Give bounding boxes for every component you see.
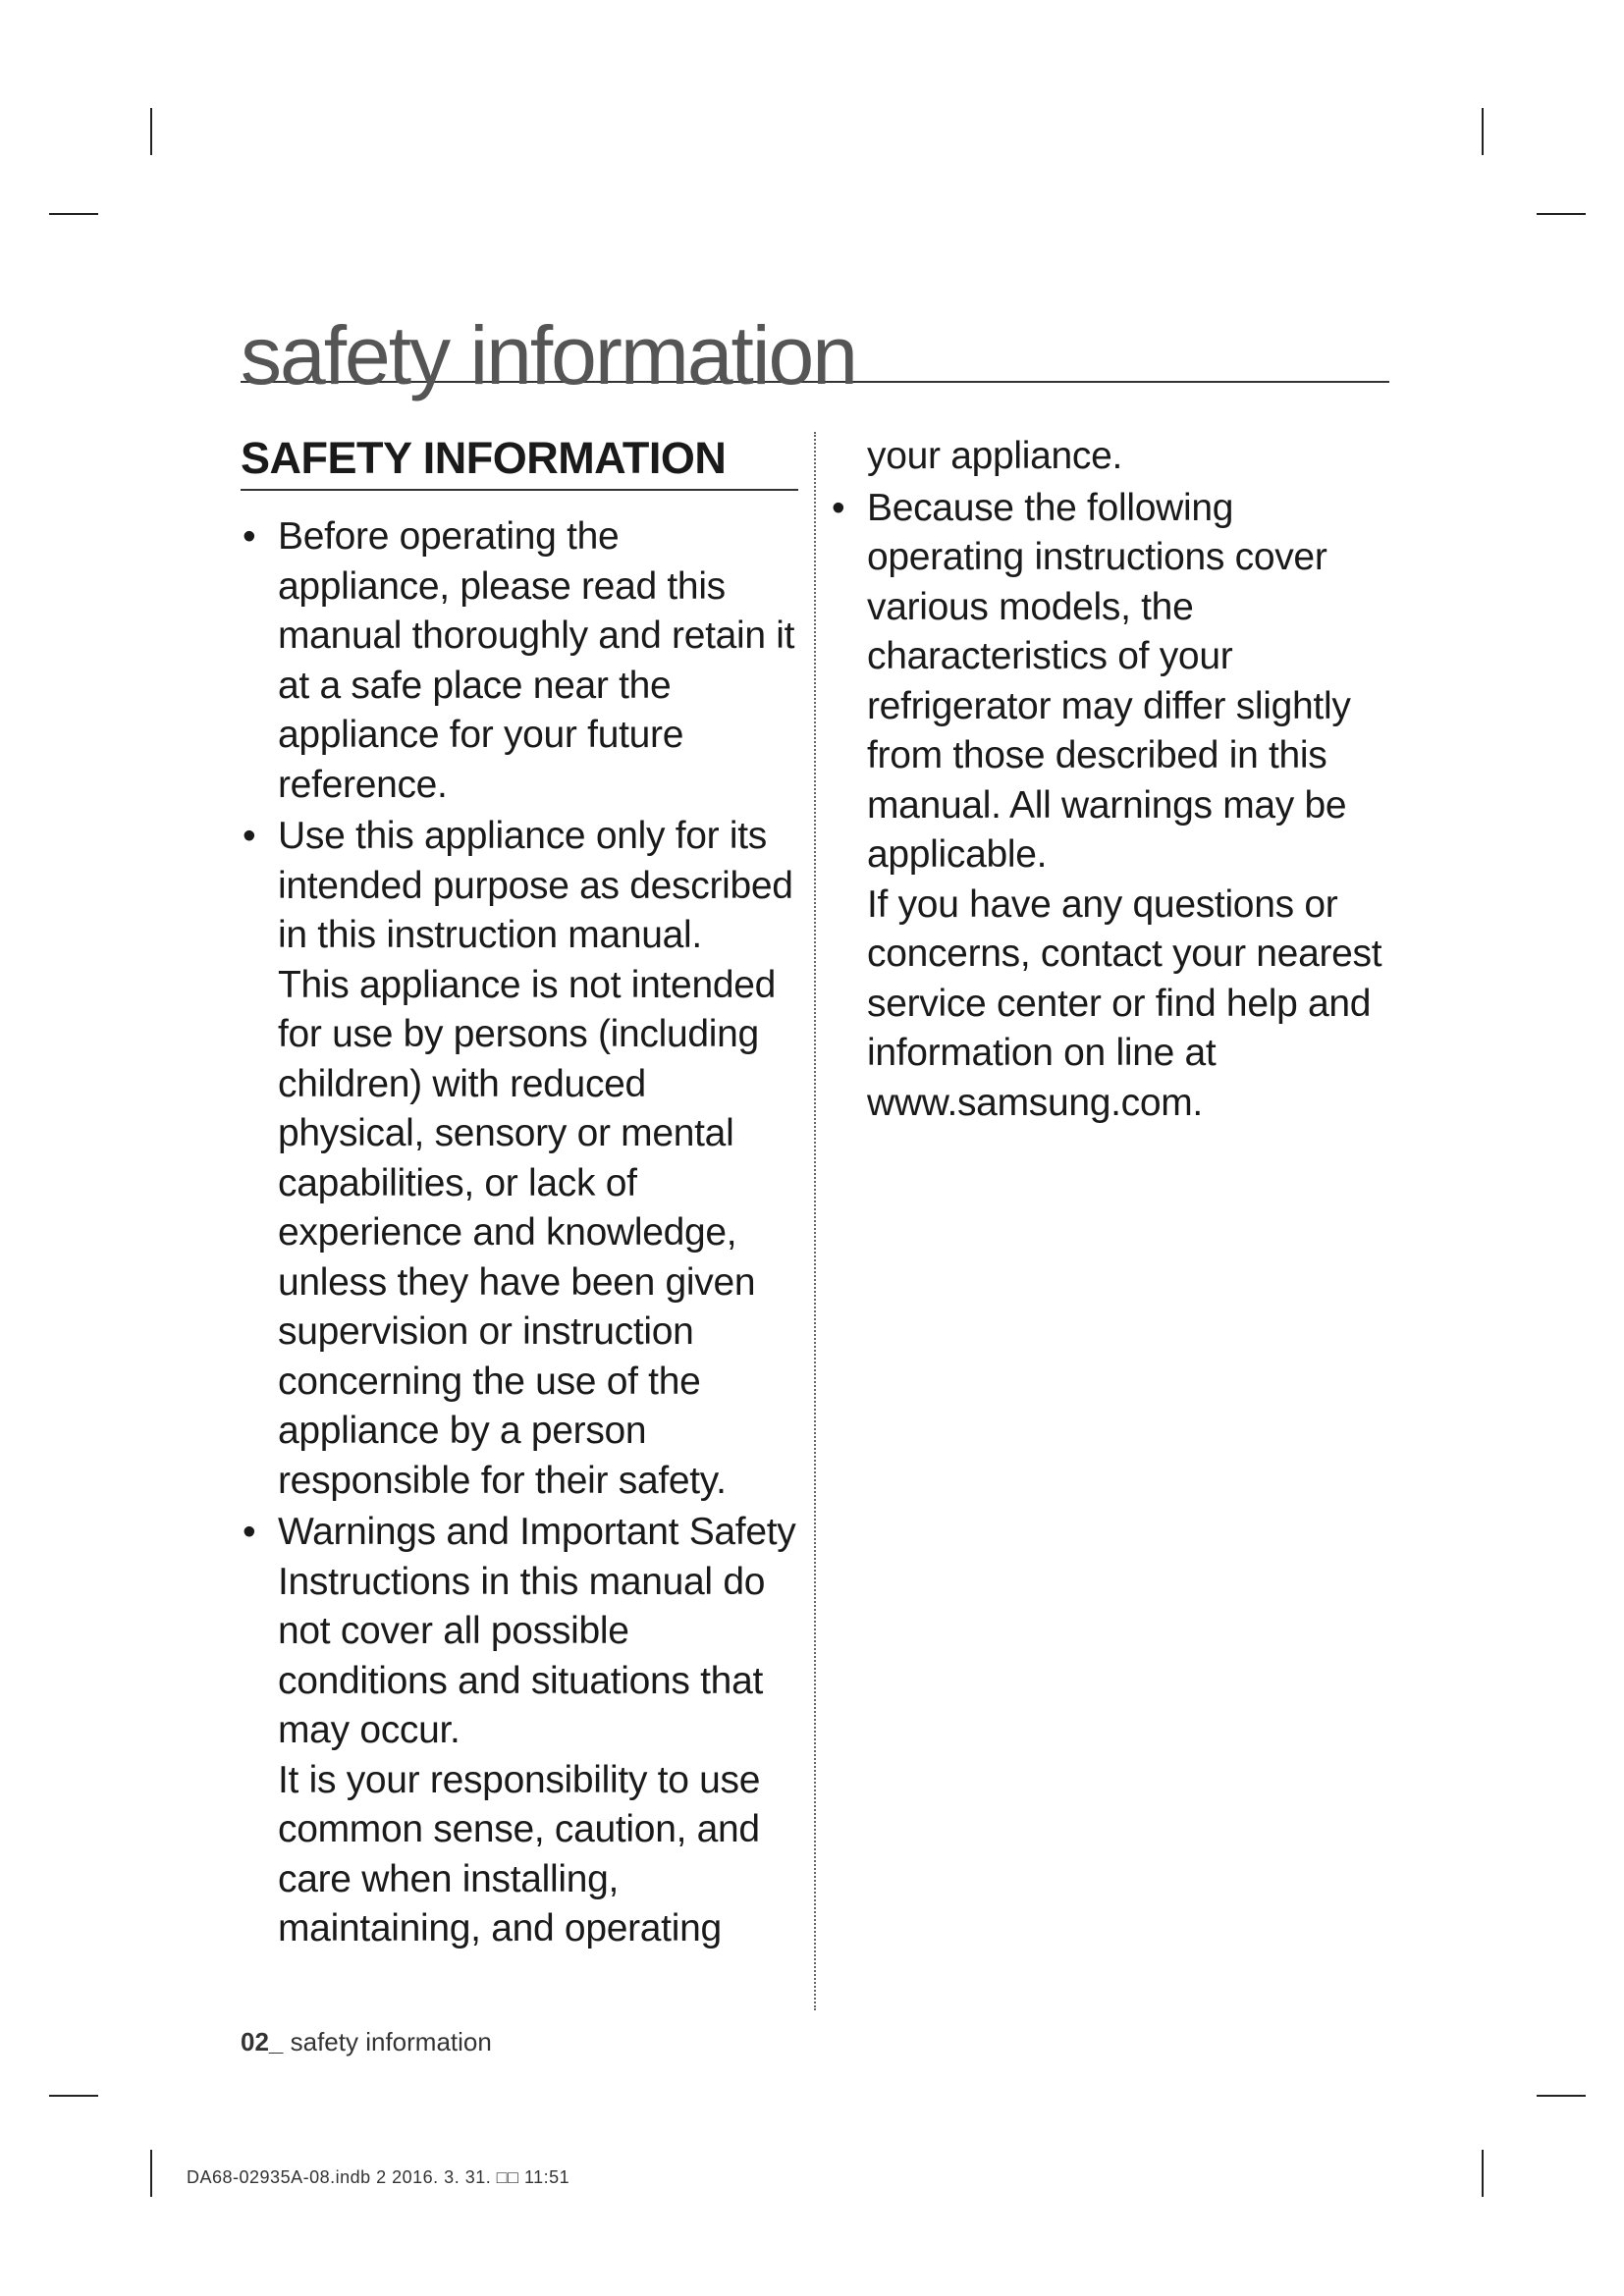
item-note: If you have any questions or concerns, contact your nearest service center or find help and information on line at www.samsung.com. xyxy=(867,882,1382,1124)
item-note: This appliance is not intended for use by persons (including children) with reduced physical, sensory or mental capabilities, or lack of experience and knowledge, unless they have been given supervision or instruction concerning the use of the appliance by a person responsible for their safety. xyxy=(278,963,777,1502)
bullet: • xyxy=(832,486,845,529)
crop-mark xyxy=(1482,2150,1484,2197)
continued-text: your appliance. xyxy=(867,435,1123,477)
page-header xyxy=(241,294,1389,401)
crop-mark xyxy=(49,2095,98,2097)
page-number: 02_ xyxy=(241,2027,284,2056)
item-text: Use this appliance only for its intended purpose as described in this instruction manual. xyxy=(278,815,793,956)
crop-mark xyxy=(150,108,152,155)
item-text: Because the following operating instructions cover various models, the characteristics of your refrigerator may differ slightly from those described in this manual. All warnings may be applicable. xyxy=(867,486,1351,876)
left-column xyxy=(241,432,798,1956)
item-text: Before operating the appliance, please read this manual thoroughly and retain it at a safe place near the appliance for your future reference. xyxy=(278,515,795,806)
list-item xyxy=(241,1508,798,1954)
page-title: safety information xyxy=(241,309,856,401)
bullet: • xyxy=(243,515,256,558)
crop-mark xyxy=(1537,2095,1586,2097)
list-item xyxy=(241,812,798,1506)
page-footer xyxy=(241,2027,492,2057)
crop-mark xyxy=(1537,213,1586,215)
right-column xyxy=(830,432,1399,1130)
crop-mark xyxy=(150,2150,152,2197)
section-heading: SAFETY INFORMATION xyxy=(241,432,798,491)
item-note: It is your responsibility to use common sense, caution, and care when installing, maintaining, and operating xyxy=(278,1758,761,1949)
print-slug: DA68-02935A-08.indb 2 2016. 3. 31. □□ 11:51 xyxy=(187,2167,570,2187)
footer-section-label: safety information xyxy=(283,2027,492,2056)
bullet: • xyxy=(243,1511,256,1553)
list-item xyxy=(830,484,1399,1129)
crop-mark xyxy=(49,213,98,215)
list-item xyxy=(241,512,798,810)
crop-mark xyxy=(1482,108,1484,155)
item-text: Warnings and Important Safety Instructions in this manual do not cover all possible conditions and situations that may occur. xyxy=(278,1511,796,1751)
column-divider xyxy=(814,432,816,2010)
bullet: • xyxy=(243,815,256,857)
